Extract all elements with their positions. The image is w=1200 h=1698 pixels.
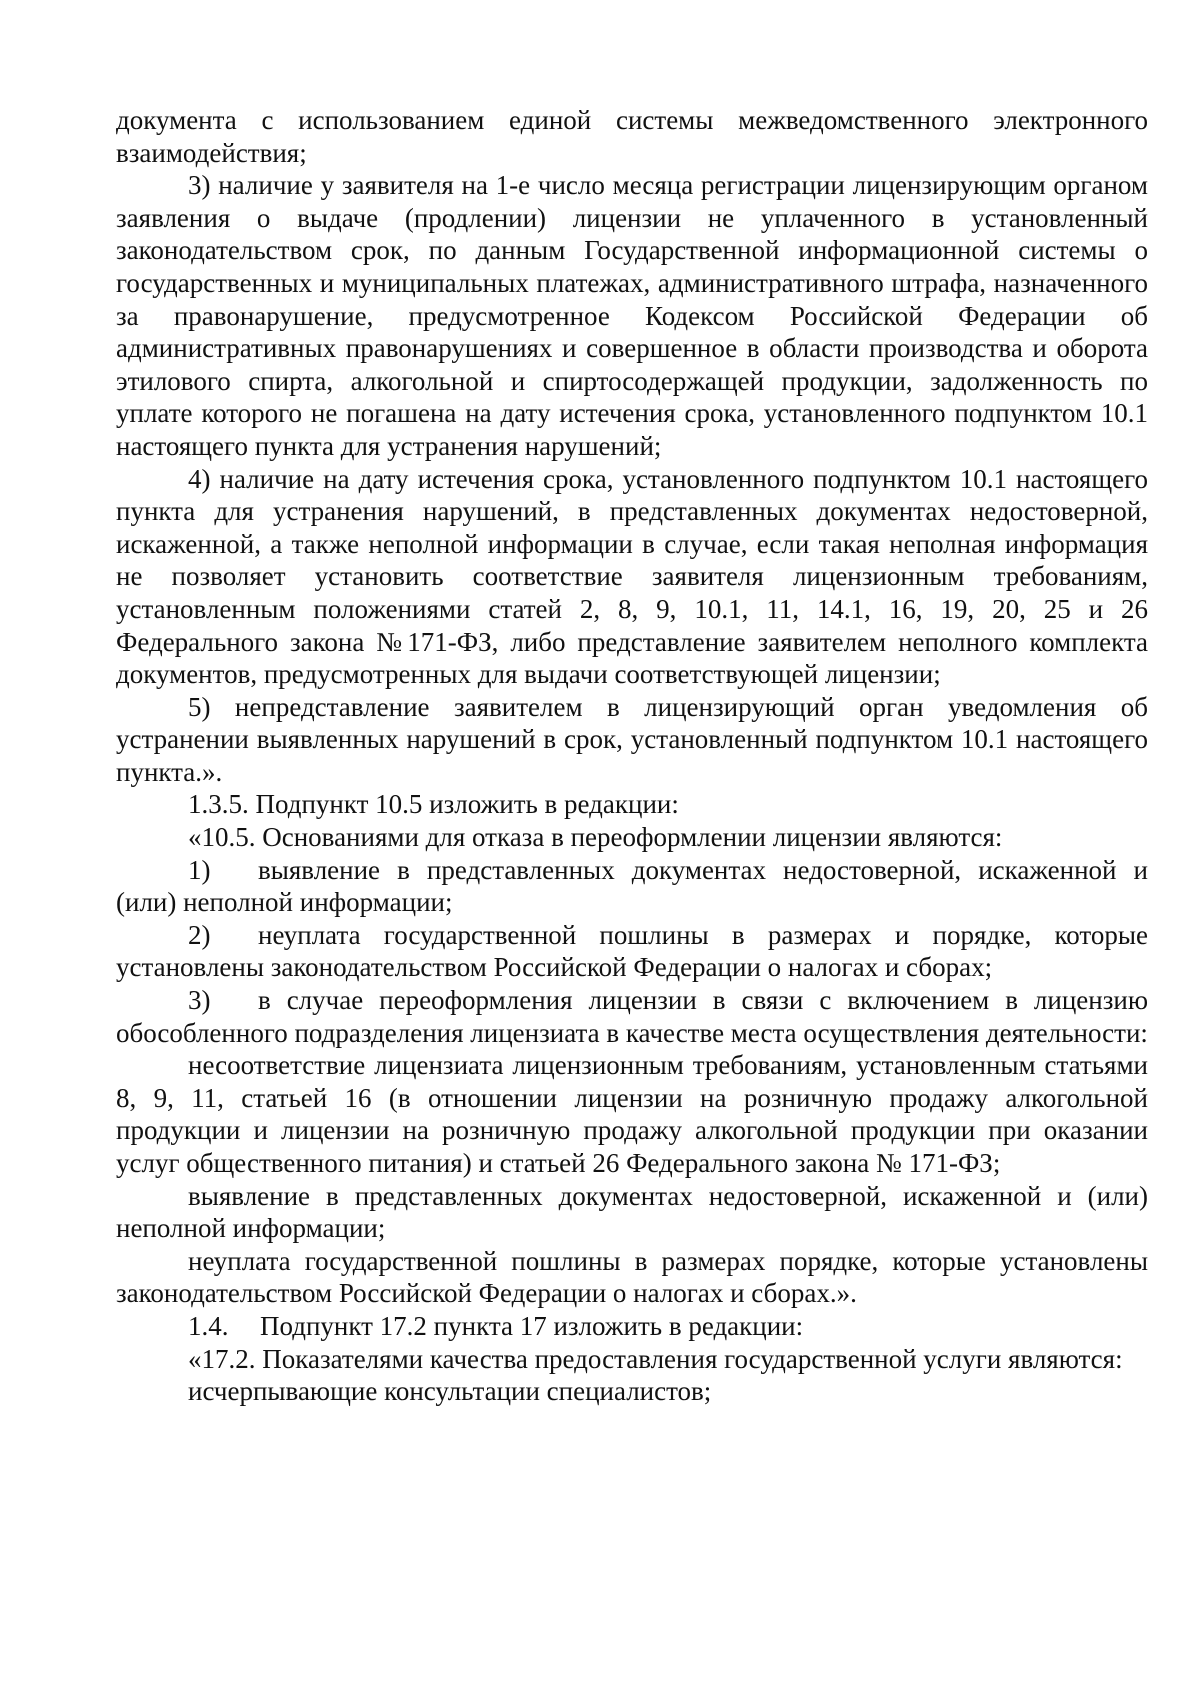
paragraph-text: неуплата государственной пошлины в размерах и порядке, которые установлены законодательством Российской Федерации о налогах и сборах; <box>116 919 1148 983</box>
item-number: 2) <box>188 919 211 950</box>
paragraph-text: 3) наличие у заявителя на 1-е число месяца регистрации лицензирующим органом заявления о выдаче (продлении) лицензии не уплаченного в установленный законодательством срок, по данным Государственной информационной системы о государственных и муниципальных платежах, административного штрафа, назначенного за правонарушение, предусмотренное Кодексом Российской Федерации об административных правонарушениях и совершенное в области производства и оборота этилового спирта, алкогольной и спиртосодержащей продукции, задолженность по уплате которого не погашена на дату истечения срока, установленного подпунктом 10.1 настоящего пункта для устранения нарушений; <box>116 170 1148 461</box>
paragraph-refusal-3 <box>116 984 1148 1049</box>
paragraph-nonconformity <box>116 1049 1148 1179</box>
paragraph-text: 5) непредставление заявителем в лицензирующий орган уведомления об устранении выявленных нарушений в срок, установленный подпунктом 10.1 настоящего пункта.». <box>116 691 1148 787</box>
document-page <box>116 104 1148 1408</box>
paragraph-consultations <box>116 1375 1148 1408</box>
paragraph-item-3 <box>116 169 1148 462</box>
item-number: 3) <box>188 985 211 1016</box>
paragraph-nonpayment <box>116 1245 1148 1310</box>
paragraph-continuation <box>116 104 1148 169</box>
paragraph-text: 4) наличие на дату истечения срока, установленного подпунктом 10.1 настоящего пункта для устранения нарушений, в представленных документах недостоверной, искаженной, а также неполной информации в случае, если такая неполная информация не позволяет установить соответствие заявителя лицензионным требованиям, установленным положениями статей 2, 8, 9, 10.1, 11, 14.1, 16, 19, 20, 25 и 26 Федерального закона №171-ФЗ, либо представление заявителем неполного комплекта документов, предусмотренных для выдачи соответствующей лицензии; <box>116 463 1148 690</box>
paragraph-item-5 <box>116 691 1148 789</box>
paragraph-text: «17.2. Показателями качества предоставления государственной услуги являются: <box>188 1343 1123 1374</box>
paragraph-text: исчерпывающие консультации специалистов; <box>188 1376 712 1407</box>
paragraph-item-4 <box>116 463 1148 691</box>
item-number: 1) <box>188 854 211 885</box>
paragraph-text: выявление в представленных документах недостоверной, искаженной и (или) неполной информации; <box>116 1180 1148 1244</box>
paragraph-text: документа с использованием единой системы межведомственного электронного взаимодействия; <box>116 105 1148 168</box>
paragraph-refusal-1 <box>116 854 1148 919</box>
paragraph-1-3-5 <box>116 788 1148 821</box>
item-number: 1.4. <box>188 1310 229 1341</box>
paragraph-refusal-2 <box>116 919 1148 984</box>
paragraph-text: неуплата государственной пошлины в размерах порядке, которые установлены законодательством Российской Федерации о налогах и сборах.». <box>116 1245 1148 1309</box>
paragraph-text: в случае переоформления лицензии в связи с включением в лицензию обособленного подразделения лицензиата в качестве места осуществления деятельности: <box>116 985 1148 1048</box>
paragraph-text: Подпункт 17.2 пункта 17 изложить в редакции: <box>260 1310 804 1341</box>
paragraph-10-5 <box>116 821 1148 854</box>
paragraph-detection <box>116 1180 1148 1245</box>
paragraph-text: «10.5. Основаниями для отказа в переоформлении лицензии являются: <box>188 822 1003 853</box>
paragraph-text: выявление в представленных документах недостоверной, искаженной и (или) неполной информации; <box>116 854 1148 918</box>
paragraph-text: несоответствие лицензиата лицензионным требованиям, установленным статьями 8, 9, 11, статьей 16 (в отношении лицензии на розничную продажу алкогольной продукции и лицензии на розничную продажу алкогольной продукции при оказании услуг общественного питания) и статьей 26 Федерального закона № 171-ФЗ; <box>116 1050 1148 1178</box>
paragraph-1-4 <box>116 1310 1148 1343</box>
paragraph-text: 1.3.5. Подпункт 10.5 изложить в редакции: <box>188 789 679 820</box>
paragraph-17-2 <box>116 1343 1148 1376</box>
